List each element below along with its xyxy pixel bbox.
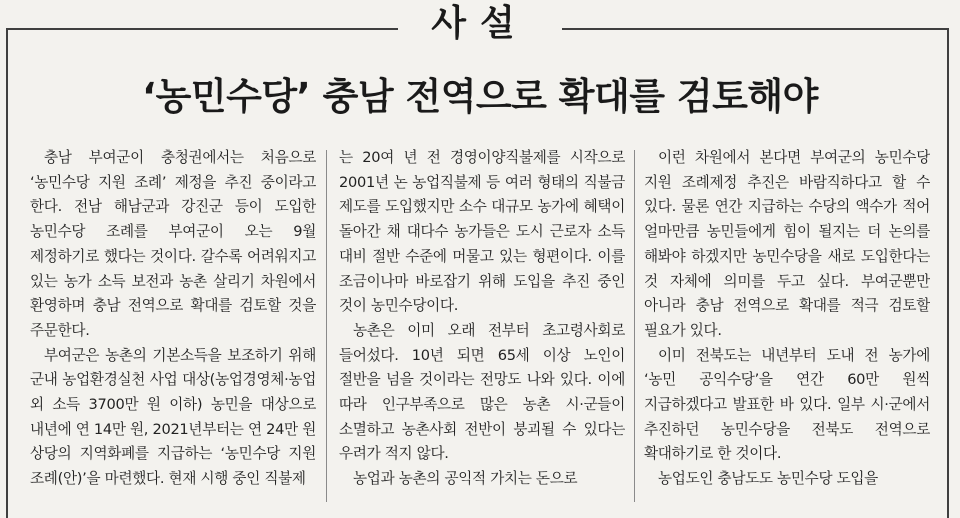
paragraph: 충남 부여군이 충청권에서는 처음으로 ‘농민수당 지원 조례’ 제정을 추진 중이라고 한다. 전남 해남군과 강진군 등이 도입한 농민수당 조례를 부여군이 오는 9월 제정하기로 했다는 것이다. 갈수록 어려워지고 있는 농가 소득 보전과 농촌 살리기 차원에서 환영하며 충남 전역으로 확대를 검토할 것을 주문한다. [30,149,316,339]
paragraph: 이런 차원에서 본다면 부여군의 농민수당 지원 조례제정 추진은 바람직하다고 할 수 있다. 물론 연간 지급하는 수당의 액수가 적어 얼마만큼 농민들에게 힘이 될지는 더 논의를 해봐야 하겠지만 농민수당을 새로 도입한다는 것 자체에 의미를 두고 싶다. 부여군뿐만 아니라 충남 전역으로 확대를 적극 검토할 필요가 있다. [644,149,930,339]
paragraph: 부여군은 농촌의 기본소득을 보조하기 위해 군내 농업환경실천 사업 대상(농업경영체·농업 외 소득 3700만 원 이하) 농민을 대상으로 내년에 연 14만 원, 2021년부터는 연 24만 원 상당의 지역화폐를 지급하는 ‘농민수당 지원 조례(안)’을 마련했다. 현재 시행 중인 직불제 [30,346,316,488]
column-divider [634,150,635,502]
paragraph: 는 20여 년 전 경영이양직불제를 시작으로 2001년 논 농업직불제 등 여러 형태의 직불금 제도를 도입했지만 소수 대규모 농가에 혜택이 돌아간 채 대다수 농가들은 도시 근로자 소득 대비 절반 수준에 머물고 있는 형편이다. 이를 조금이나마 바로잡기 위해 도입을 추진 중인 것이 농민수당이다. [339,149,625,315]
paragraph: 농업도인 충남도도 농민수당 도입을 [658,470,878,488]
paragraph: 농촌은 이미 오래 전부터 초고령사회로 들어섰다. 10년 되면 65세 이상 노인이 절반을 넘을 것이라는 전망도 나와 있다. 이에 따라 인구부족으로 많은 농촌 시·군들이 소멸하고 농촌사회 전반이 붕괴될 수 있다는 우려가 적지 않다. [339,321,625,463]
body-column-2 [339,146,625,506]
body-column-1 [30,146,316,506]
paragraph: 농업과 농촌의 공익적 가치는 돈으로 [353,470,578,488]
column-divider [326,150,327,502]
headline: ‘농민수당’ 충남 전역으로 확대를 검토해야 [142,75,818,118]
paragraph: 이미 전북도는 내년부터 도내 전 농가에 ‘농민 공익수당’을 연간 60만 원씩 지급하겠다고 발표한 바 있다. 일부 시·군에서 추진하던 농민수당을 전북도 전역으로 확대하기로 한 것이다. [644,346,930,463]
body-column-3 [644,146,930,506]
section-label: 사설 [398,2,562,46]
